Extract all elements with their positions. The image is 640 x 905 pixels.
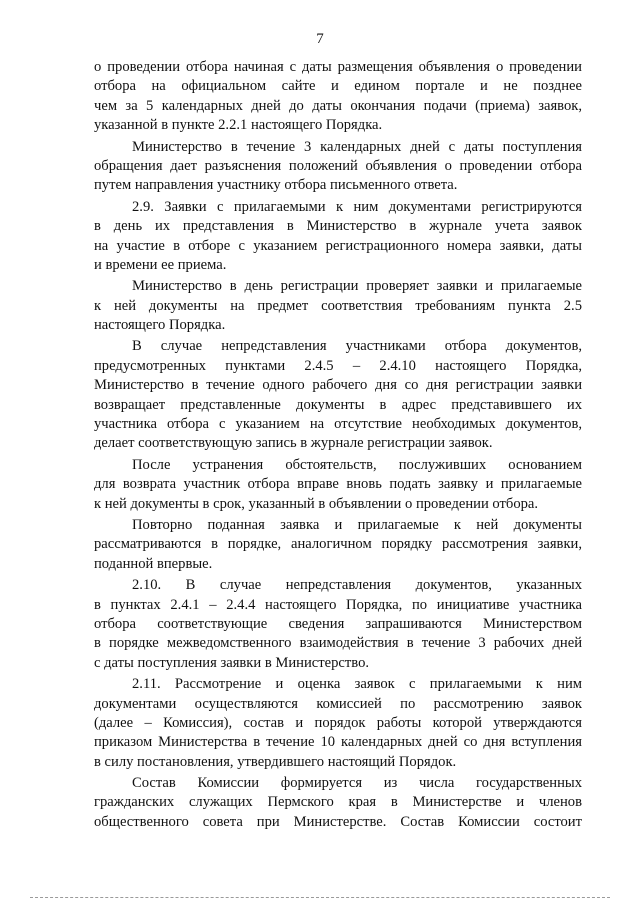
text-line: документами осуществляются комиссией по рассмотрению заявок xyxy=(94,695,582,712)
text-line: отбора на официальном сайте и едином портале и не позднее xyxy=(94,78,582,95)
text-line: предусмотренных пунктами 2.4.5 – 2.4.10 настоящего Порядка, xyxy=(94,357,582,374)
page-number: 7 xyxy=(316,31,324,47)
text-line: в силу постановления, утвердившего настоящий Порядок. xyxy=(94,753,457,770)
document-body xyxy=(94,58,582,834)
paragraph xyxy=(94,138,582,196)
text-line: о проведении отбора начиная с даты размещения объявления о проведении xyxy=(94,59,582,75)
text-line: отбора соответствующие сведения запрашиваются Министерством xyxy=(94,615,582,632)
text-line: В случае непредставления участниками отбора документов, xyxy=(132,338,582,355)
paragraph xyxy=(94,277,582,335)
text-line: к ней документы в срок, указанный в объявлении о проведении отбора. xyxy=(94,495,539,512)
paragraph xyxy=(94,516,582,574)
paragraph xyxy=(94,198,582,276)
paragraph xyxy=(94,675,582,772)
text-line: делает соответствующую запись в журнале регистрации заявок. xyxy=(94,435,493,452)
text-line: в порядке межведомственного взаимодействия в течение 3 рабочих дней xyxy=(94,635,582,652)
text-line: участника отбора с указанием на отсутствие необходимых документов, xyxy=(94,416,582,433)
text-line: возвращает представленные документы в адрес представившего их xyxy=(94,396,582,413)
text-line: общественного совета при Министерстве. Состав Комиссии состоит xyxy=(94,813,582,830)
text-line: Повторно поданная заявка и прилагаемые к ней документы xyxy=(132,516,582,533)
text-line: 2.11. Рассмотрение и оценка заявок с прилагаемыми к ним xyxy=(132,676,582,693)
text-line: путем направления участнику отбора письменного ответа. xyxy=(94,177,458,194)
paragraph xyxy=(94,576,582,673)
text-line: с даты поступления заявки в Министерство. xyxy=(94,654,370,671)
text-line: приказом Министерства в течение 10 календарных дней со дня вступления xyxy=(94,734,582,751)
text-line: Министерство в течение 3 календарных дней с даты поступления xyxy=(132,138,582,155)
paragraph xyxy=(94,774,582,832)
text-line: 2.9. Заявки с прилагаемыми к ним документами регистрируются xyxy=(132,198,582,215)
paragraph xyxy=(94,58,582,136)
text-line: в пунктах 2.4.1 – 2.4.4 настоящего Порядка, по инициативе участника xyxy=(94,596,582,613)
bottom-edge-rule xyxy=(30,897,610,898)
text-line: настоящего Порядка. xyxy=(94,317,226,334)
text-line: Министерство в течение одного рабочего дня со дня регистрации заявки xyxy=(94,377,582,394)
paragraph xyxy=(94,337,582,453)
text-line: 2.10. В случае непредставления документов, указанных xyxy=(132,577,582,594)
text-line: для возврата участник отбора вправе вновь подать заявку и прилагаемые xyxy=(94,476,582,493)
text-line: (далее – Комиссия), состав и порядок работы которой утверждаются xyxy=(94,714,582,731)
text-line: обращения дает разъяснения положений объявления о проведении отбора xyxy=(94,157,582,174)
paragraph xyxy=(94,456,582,514)
text-line: чем за 5 календарных дней до даты окончания подачи (приема) заявок, xyxy=(94,97,582,114)
text-line: Состав Комиссии формируется из числа государственных xyxy=(132,775,582,792)
text-line: После устранения обстоятельств, послуживших основанием xyxy=(132,456,582,473)
text-line: гражданских служащих Пермского края в Министерстве и членов xyxy=(94,794,582,811)
text-line: поданной впервые. xyxy=(94,555,213,572)
text-line: и времени ее приема. xyxy=(94,256,227,273)
text-line: к ней документы на предмет соответствия требованиям пункта 2.5 xyxy=(94,297,582,314)
text-line: на участие в отборе с указанием регистрационного номера заявки, даты xyxy=(94,237,582,254)
text-line: рассматриваются в порядке, аналогичном порядку рассмотрения заявки, xyxy=(94,536,582,553)
text-line: указанной в пункте 2.2.1 настоящего Порядка. xyxy=(94,117,383,134)
text-line: в день их представления в Министерство в журнале учета заявок xyxy=(94,218,582,235)
text-line: Министерство в день регистрации проверяет заявки и прилагаемые xyxy=(132,278,582,295)
